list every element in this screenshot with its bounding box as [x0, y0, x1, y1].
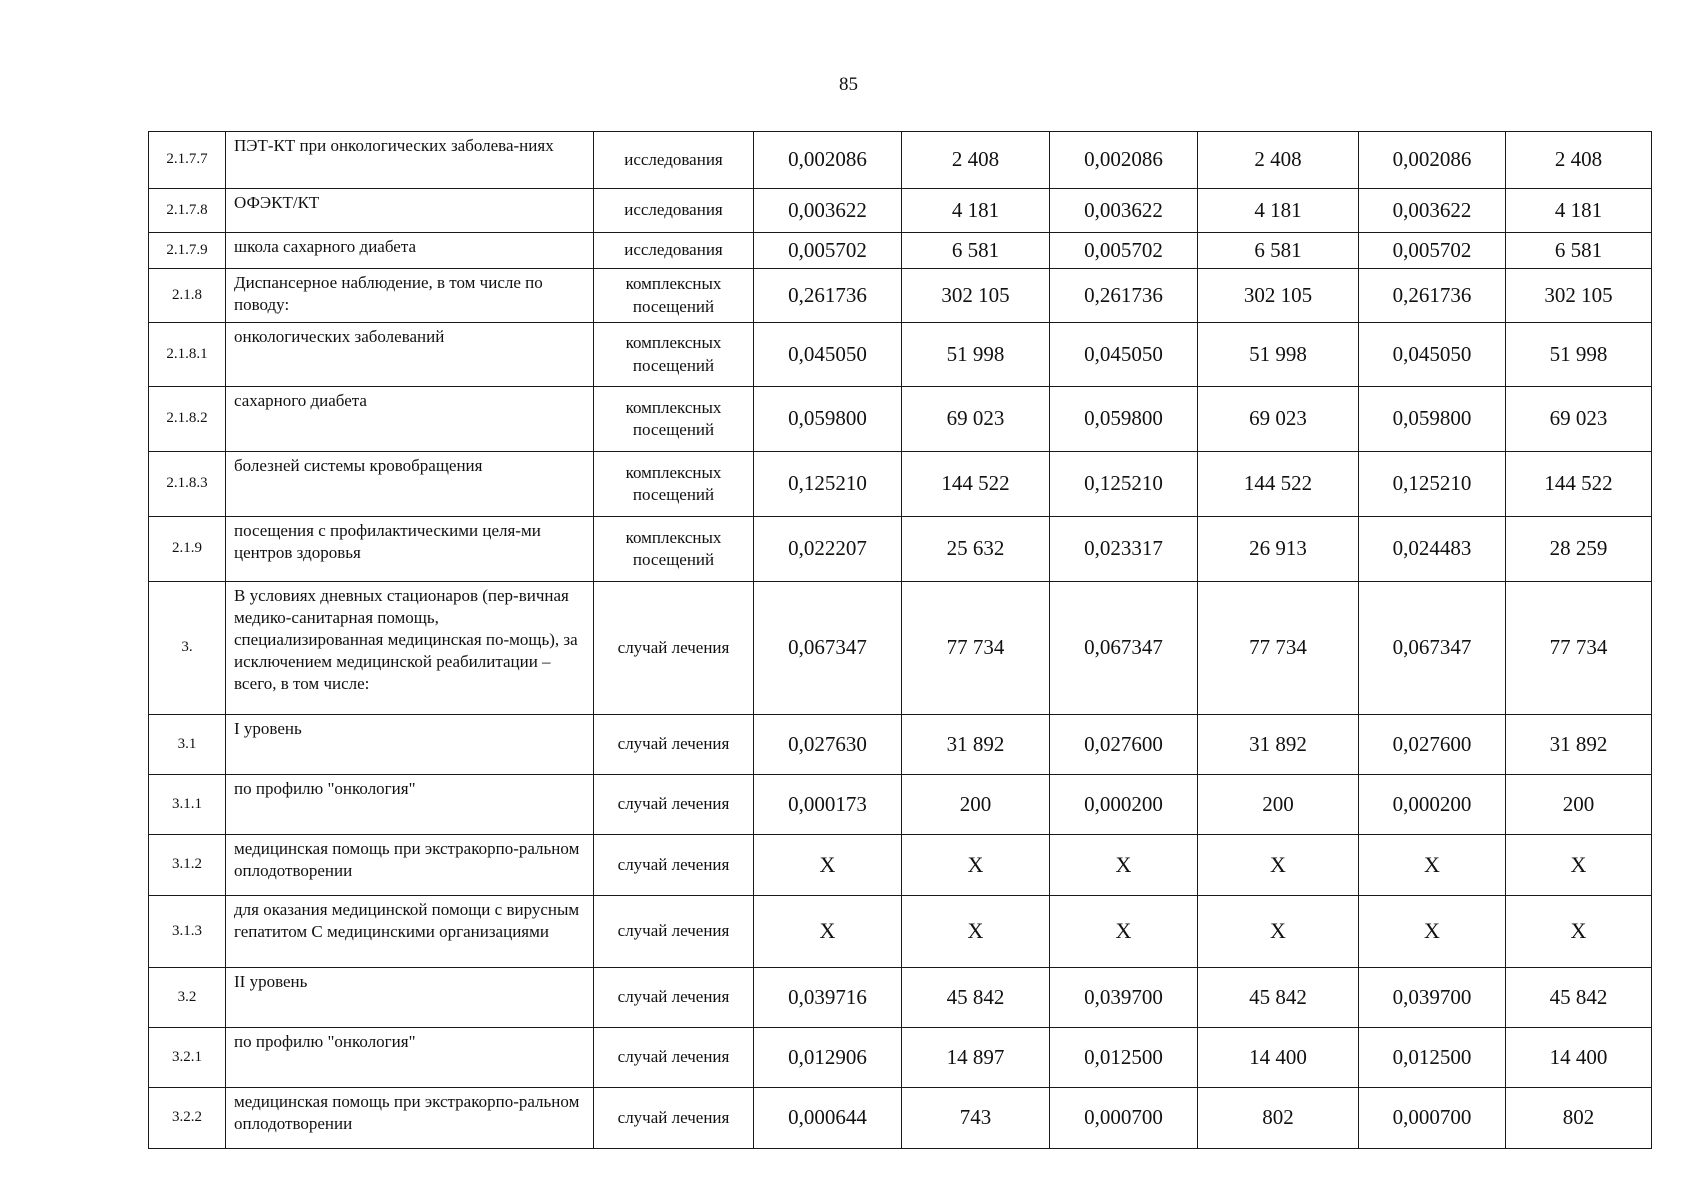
value-cell: X [1198, 896, 1359, 968]
table-row [149, 517, 1652, 582]
row-unit: случай лечения [594, 968, 754, 1028]
value-cell: 26 913 [1198, 517, 1359, 582]
row-name: медицинская помощь при экстракорпо-ральном оплодотворении [226, 1088, 594, 1149]
value-cell: 200 [1506, 775, 1652, 835]
value-cell: 200 [1198, 775, 1359, 835]
row-unit: комплексных посещений [594, 269, 754, 323]
row-code: 3.1.3 [149, 896, 226, 968]
value-cell: 743 [902, 1088, 1050, 1149]
value-cell: 0,125210 [1359, 452, 1506, 517]
value-cell: 0,000700 [1050, 1088, 1198, 1149]
value-cell: 77 734 [902, 582, 1050, 715]
value-cell: 4 181 [902, 189, 1050, 233]
value-cell: 0,023317 [1050, 517, 1198, 582]
value-cell: X [754, 896, 902, 968]
value-cell: 200 [902, 775, 1050, 835]
value-cell: 0,067347 [1359, 582, 1506, 715]
row-name: В условиях дневных стационаров (пер-вичная медико-санитарная помощь, специализированная медицинская по-мощь), за исключением медицинской реабилитации – всего, в том числе: [226, 582, 594, 715]
row-code: 3.2 [149, 968, 226, 1028]
value-cell: 0,002086 [1050, 132, 1198, 189]
row-code: 2.1.7.8 [149, 189, 226, 233]
value-cell: 4 181 [1506, 189, 1652, 233]
value-cell: 69 023 [1506, 387, 1652, 452]
value-cell: 0,261736 [1359, 269, 1506, 323]
value-cell: 0,039700 [1050, 968, 1198, 1028]
value-cell: 77 734 [1198, 582, 1359, 715]
value-cell: 77 734 [1506, 582, 1652, 715]
value-cell: 0,012500 [1050, 1028, 1198, 1088]
value-cell: 0,059800 [754, 387, 902, 452]
value-cell: 0,027600 [1050, 715, 1198, 775]
value-cell: 0,027600 [1359, 715, 1506, 775]
page-number: 85 [839, 74, 858, 95]
table-row [149, 715, 1652, 775]
value-cell: 0,000644 [754, 1088, 902, 1149]
table-row [149, 387, 1652, 452]
table-row [149, 1028, 1652, 1088]
value-cell: 45 842 [1198, 968, 1359, 1028]
value-cell: 0,000700 [1359, 1088, 1506, 1149]
table-row [149, 775, 1652, 835]
value-cell: 2 408 [1506, 132, 1652, 189]
value-cell: 31 892 [1198, 715, 1359, 775]
table-row [149, 132, 1652, 189]
value-cell: 0,045050 [754, 323, 902, 387]
data-table [148, 131, 1652, 1149]
row-name: школа сахарного диабета [226, 233, 594, 269]
value-cell: 69 023 [902, 387, 1050, 452]
row-code: 2.1.7.7 [149, 132, 226, 189]
row-code: 3.2.2 [149, 1088, 226, 1149]
value-cell: 31 892 [1506, 715, 1652, 775]
value-cell: 0,027630 [754, 715, 902, 775]
row-code: 3.1.1 [149, 775, 226, 835]
row-code: 3.1.2 [149, 835, 226, 896]
row-name: для оказания медицинской помощи с вирусным гепатитом С медицинскими организациями [226, 896, 594, 968]
value-cell: X [1506, 835, 1652, 896]
value-cell: X [1050, 835, 1198, 896]
row-name: ОФЭКТ/КТ [226, 189, 594, 233]
table-row [149, 968, 1652, 1028]
table-row [149, 452, 1652, 517]
row-unit: исследования [594, 233, 754, 269]
row-name: онкологических заболеваний [226, 323, 594, 387]
row-code: 2.1.7.9 [149, 233, 226, 269]
value-cell: 0,261736 [754, 269, 902, 323]
value-cell: 25 632 [902, 517, 1050, 582]
value-cell: 6 581 [1506, 233, 1652, 269]
value-cell: 0,000173 [754, 775, 902, 835]
row-unit: случай лечения [594, 1028, 754, 1088]
row-name: по профилю "онкология" [226, 775, 594, 835]
row-unit: случай лечения [594, 896, 754, 968]
row-code: 3.2.1 [149, 1028, 226, 1088]
row-unit: случай лечения [594, 1088, 754, 1149]
row-unit: исследования [594, 132, 754, 189]
value-cell: 0,067347 [754, 582, 902, 715]
table-row [149, 896, 1652, 968]
value-cell: 144 522 [1506, 452, 1652, 517]
value-cell: 0,000200 [1050, 775, 1198, 835]
value-cell: 302 105 [1198, 269, 1359, 323]
value-cell: 0,067347 [1050, 582, 1198, 715]
value-cell: 6 581 [902, 233, 1050, 269]
value-cell: 0,261736 [1050, 269, 1198, 323]
row-code: 2.1.9 [149, 517, 226, 582]
table-row [149, 1088, 1652, 1149]
row-code: 2.1.8.1 [149, 323, 226, 387]
value-cell: 6 581 [1198, 233, 1359, 269]
row-unit: комплексных посещений [594, 452, 754, 517]
value-cell: X [1506, 896, 1652, 968]
row-unit: случай лечения [594, 775, 754, 835]
value-cell: 31 892 [902, 715, 1050, 775]
value-cell: 0,003622 [1359, 189, 1506, 233]
value-cell: 0,003622 [1050, 189, 1198, 233]
value-cell: 0,059800 [1050, 387, 1198, 452]
table-row [149, 189, 1652, 233]
value-cell: X [902, 896, 1050, 968]
table-row [149, 269, 1652, 323]
value-cell: 802 [1198, 1088, 1359, 1149]
value-cell: X [1359, 835, 1506, 896]
row-code: 2.1.8.2 [149, 387, 226, 452]
value-cell: 0,125210 [754, 452, 902, 517]
value-cell: 0,003622 [754, 189, 902, 233]
row-name: I уровень [226, 715, 594, 775]
row-unit: комплексных посещений [594, 517, 754, 582]
value-cell: 14 897 [902, 1028, 1050, 1088]
table-row [149, 233, 1652, 269]
value-cell: X [902, 835, 1050, 896]
row-name: сахарного диабета [226, 387, 594, 452]
row-unit: комплексных посещений [594, 323, 754, 387]
row-name: Диспансерное наблюдение, в том числе по поводу: [226, 269, 594, 323]
value-cell: 28 259 [1506, 517, 1652, 582]
value-cell: 0,012500 [1359, 1028, 1506, 1088]
value-cell: X [1050, 896, 1198, 968]
value-cell: 0,002086 [1359, 132, 1506, 189]
value-cell: 0,024483 [1359, 517, 1506, 582]
value-cell: 2 408 [1198, 132, 1359, 189]
value-cell: 0,022207 [754, 517, 902, 582]
row-code: 2.1.8.3 [149, 452, 226, 517]
table-body [149, 132, 1652, 1149]
value-cell: 302 105 [902, 269, 1050, 323]
table-row [149, 582, 1652, 715]
value-cell: 69 023 [1198, 387, 1359, 452]
value-cell: 0,125210 [1050, 452, 1198, 517]
value-cell: 802 [1506, 1088, 1652, 1149]
value-cell: 0,005702 [1050, 233, 1198, 269]
value-cell: 4 181 [1198, 189, 1359, 233]
row-name: медицинская помощь при экстракорпо-ральном оплодотворении [226, 835, 594, 896]
value-cell: 0,005702 [754, 233, 902, 269]
row-name: болезней системы кровобращения [226, 452, 594, 517]
row-name: по профилю "онкология" [226, 1028, 594, 1088]
value-cell: 45 842 [1506, 968, 1652, 1028]
value-cell: 0,059800 [1359, 387, 1506, 452]
row-name: ПЭТ-КТ при онкологических заболева-ниях [226, 132, 594, 189]
value-cell: 2 408 [902, 132, 1050, 189]
value-cell: 302 105 [1506, 269, 1652, 323]
value-cell: 0,039700 [1359, 968, 1506, 1028]
value-cell: 0,039716 [754, 968, 902, 1028]
row-unit: случай лечения [594, 715, 754, 775]
value-cell: 0,012906 [754, 1028, 902, 1088]
value-cell: 51 998 [1198, 323, 1359, 387]
row-unit: случай лечения [594, 835, 754, 896]
row-unit: комплексных посещений [594, 387, 754, 452]
value-cell: 0,002086 [754, 132, 902, 189]
data-table-container [148, 131, 1651, 1149]
value-cell: 51 998 [902, 323, 1050, 387]
value-cell: 144 522 [1198, 452, 1359, 517]
row-code: 3. [149, 582, 226, 715]
table-row [149, 835, 1652, 896]
row-name: II уровень [226, 968, 594, 1028]
value-cell: 51 998 [1506, 323, 1652, 387]
value-cell: 14 400 [1198, 1028, 1359, 1088]
row-code: 2.1.8 [149, 269, 226, 323]
value-cell: 45 842 [902, 968, 1050, 1028]
value-cell: 0,000200 [1359, 775, 1506, 835]
row-name: посещения с профилактическими целя-ми центров здоровья [226, 517, 594, 582]
row-code: 3.1 [149, 715, 226, 775]
value-cell: X [1359, 896, 1506, 968]
row-unit: исследования [594, 189, 754, 233]
value-cell: 14 400 [1506, 1028, 1652, 1088]
value-cell: X [1198, 835, 1359, 896]
row-unit: случай лечения [594, 582, 754, 715]
value-cell: 144 522 [902, 452, 1050, 517]
table-row [149, 323, 1652, 387]
value-cell: 0,045050 [1359, 323, 1506, 387]
value-cell: X [754, 835, 902, 896]
value-cell: 0,045050 [1050, 323, 1198, 387]
value-cell: 0,005702 [1359, 233, 1506, 269]
